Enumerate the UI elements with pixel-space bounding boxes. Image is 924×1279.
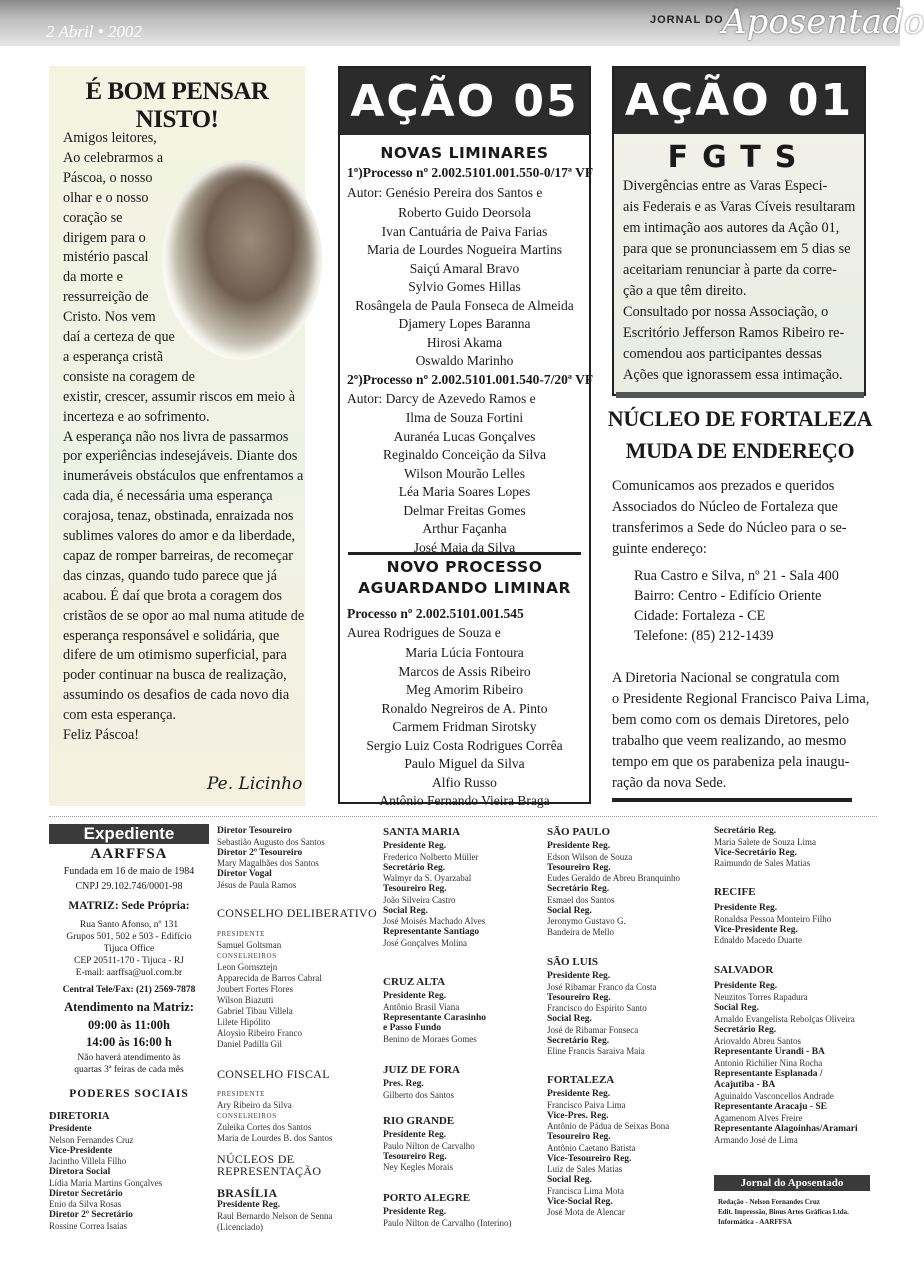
role-name: Paulo Nilton de Carvalho	[383, 1140, 475, 1151]
addr-line: Tijuca Office	[103, 944, 155, 954]
acao-01-line: aceitariam renunciar à parte da corre-	[623, 262, 837, 278]
role-name: Lídia Maria Martins Gonçalves	[49, 1177, 163, 1188]
hours-afternoon: 14:00 às 16:00 h	[86, 1035, 172, 1049]
role-name: Francisca Lima Mota	[547, 1185, 624, 1196]
acao-01-line: em intimação aos autores da Ação 01,	[623, 220, 840, 236]
role-label: Secretário Reg.	[383, 862, 446, 873]
city-heading: SALVADOR	[714, 964, 774, 976]
role-label: Presidente Reg.	[383, 1207, 447, 1217]
role-label: Tesoureiro Reg.	[383, 884, 447, 894]
poderes-heading: PODERES SOCIAIS	[69, 1088, 189, 1100]
page-number-date: 2 Abril • 2002	[46, 22, 142, 41]
name-item: Paulo Miguel da Silva	[404, 756, 525, 771]
role-label: Presidente	[49, 1124, 92, 1134]
name-item: Léa Maria Soares Lopes	[398, 484, 531, 499]
closing-line: ração da nova Sede.	[612, 775, 727, 791]
editorial-title: É BOM PENSAR NISTO!	[85, 78, 269, 133]
editorial-line: esperança responsável e solidária, que	[63, 627, 280, 644]
role-label: Social Reg.	[547, 905, 592, 916]
editorial-line: existir, crescer, assumir riscos em meio à	[63, 388, 296, 405]
role-label: Pres. Reg.	[383, 1079, 424, 1089]
name-item: José Maia da Silva	[413, 539, 516, 555]
closing-line: o Presidente Regional Francisco Paiva Lima,	[612, 691, 870, 707]
name-item: Wilson Mourão Lelles	[404, 465, 525, 481]
journal-label: JORNAL DO	[650, 14, 724, 26]
nucleo-title-2: MUDA DE ENDEREÇO	[625, 438, 855, 463]
role-label: Representante Alagoinhas/Aramari	[714, 1124, 858, 1134]
role-name: Jeronymo Gustavo G.	[547, 916, 626, 926]
acao-01-line: ais Federais e as Varas Cíveis resultaram	[623, 199, 856, 215]
nucleo-line: Comunicamos aos prezados e queridos	[612, 478, 835, 494]
editorial-column	[49, 66, 305, 806]
author-signature: Pe. Licinho	[207, 774, 303, 794]
editorial-line: consiste na coragem de	[63, 368, 195, 385]
editorial-line: Amigos leitores,	[63, 130, 157, 146]
role-name: (Licenciado)	[217, 1222, 263, 1232]
role-label: e Passo Fundo	[383, 1023, 442, 1033]
address-line: Telefone: (85) 212-1439	[634, 628, 774, 644]
acao-01-line: ção a que têm direito.	[623, 283, 747, 299]
role-label: Representante Aracaju - SE	[714, 1102, 828, 1112]
editorial-line: por experiências indesejáveis. Diante dos	[63, 448, 298, 465]
role-label: Presidente Reg.	[383, 991, 447, 1001]
role-label: Representante Esplanada /	[714, 1069, 823, 1079]
role-label: Diretor Secretário	[49, 1188, 123, 1199]
role-name: Wilson Biazutti	[217, 995, 274, 1005]
diretoria-heading: DIRETORIA	[49, 1111, 110, 1122]
role-label: Presidente Reg.	[547, 971, 611, 981]
editorial-line: sublimes valores do amor e da liberdade,	[63, 528, 296, 544]
role-name: Gabriel Tibau Villela	[217, 1006, 293, 1016]
role-name: José Mota de Alencar	[547, 1207, 625, 1217]
closing-line: bem como com os demais Diretores, pelo	[612, 712, 850, 728]
closing-line: trabalho que veem realizando, ao mesmo	[612, 733, 847, 749]
nucleo-line: guinte endereço:	[612, 541, 707, 557]
name-item: Sergio Luiz Costa Rodrigues Corrêa	[366, 737, 563, 753]
nucleos-heading: NÚCLEOS DE	[217, 1152, 295, 1166]
name-item: Roberto Guido Deorsola	[398, 205, 531, 220]
role-name: Ronaldsa Pessoa Monteiro Filho	[714, 913, 832, 924]
expediente-title: Expediente	[49, 824, 209, 844]
role-name: Benino de Moraes Gomes	[383, 1033, 477, 1044]
nucleo-title-1: NÚCLEO DE FORTALEZA	[607, 406, 873, 431]
role-name: Daniel Padilla Gil	[217, 1039, 282, 1049]
name-item: Antônio Fernando Vieira Braga	[379, 793, 550, 808]
name-item: Saiçú Amaral Bravo	[409, 260, 520, 276]
role-label: Secretário Reg.	[547, 1035, 610, 1046]
role-label: Presidente Reg.	[383, 1130, 447, 1140]
name-item: Maria Lúcia Fontoura	[405, 645, 524, 660]
page-header	[0, 0, 924, 46]
role-label: Presidente Reg.	[383, 841, 447, 851]
journal-logo: Aposentado	[722, 2, 924, 42]
editorial-line: acabou. É daí que brota a coragem dos	[63, 587, 283, 604]
city-heading: CRUZ ALTA	[383, 976, 446, 988]
role-name: João Silveira Castro	[383, 894, 456, 905]
city-heading: PORTO ALEGRE	[383, 1192, 471, 1204]
conselho-fiscal-heading: CONSELHO FISCAL	[217, 1067, 330, 1081]
editorial-line: poder continuar na busca de realização,	[63, 667, 287, 684]
name-item: Sylvio Gomes Hillas	[408, 279, 521, 294]
role-name: Ney Kegles Morais	[383, 1162, 453, 1172]
role-label: Vice-Pres. Reg.	[547, 1110, 609, 1121]
city-heading: RIO GRANDE	[383, 1115, 455, 1127]
role-label: Representante Urandi - BA	[714, 1047, 825, 1057]
role-name: Antônio Brasil Viana	[383, 1001, 460, 1012]
role-label: Presidente Reg.	[217, 1200, 281, 1210]
editorial-line: assumindo os desafios de cada novo dia	[63, 687, 290, 704]
acao-01-line: comendou aos participantes dessas	[623, 346, 822, 362]
role-name: Walmyr da S. Oyarzabal	[383, 873, 472, 883]
role-label: Social Reg.	[714, 1003, 759, 1013]
acao-01-line: Divergências entre as Varas Especi-	[623, 178, 828, 194]
role-name: Samuel Goltsman	[217, 940, 282, 950]
editorial-line: mistério pascal	[63, 249, 149, 266]
credit-line: Redação - Nelson Fernandes Cruz	[718, 1198, 820, 1206]
acao-01-line: Ações que ignorassem essa intimação.	[623, 367, 843, 383]
name-item: Hirosi Akama	[426, 334, 503, 350]
role-name: Mary Magalhães dos Santos	[217, 858, 319, 868]
article-end-bar	[612, 798, 852, 802]
role-name: Francisco Paiva Lima	[547, 1099, 626, 1110]
role-label: Presidente Reg.	[547, 841, 611, 851]
acao-01-box	[612, 66, 866, 396]
role-label: Secretário Reg.	[714, 1025, 777, 1035]
editorial-line: da morte e	[63, 269, 123, 286]
addr-line: Grupos 501, 502 e 503 - Edifício	[66, 932, 192, 942]
role-name: Aloysio Ribeiro Franco	[217, 1028, 302, 1038]
role-label: Acajutiba - BA	[714, 1080, 776, 1090]
role-label: Secretário Reg.	[714, 826, 777, 836]
editorial-line: Páscoa, o nosso	[63, 169, 153, 186]
atendimento: Atendimento na Matriz:	[64, 1000, 194, 1014]
role-label: Secretário Reg.	[547, 884, 610, 894]
note: Não haverá atendimento às	[77, 1053, 181, 1063]
editorial-line: coração se	[63, 209, 123, 226]
name-item: Rosângela de Paula Fonseca de Almeida	[355, 297, 574, 313]
name-item: Marcos de Assis Ribeiro	[398, 663, 531, 679]
conselho-deliberativo-heading: CONSELHO DELIBERATIVO	[217, 906, 377, 920]
editorial-line: capaz de romper barreiras, de recomeçar	[63, 547, 293, 564]
address-line: Rua Castro e Silva, nº 21 - Sala 400	[634, 568, 839, 584]
editorial-line: A esperança não nos livra de passarmos	[63, 428, 289, 445]
role-label: Vice-Presidente	[49, 1145, 113, 1156]
autor-3: Aurea Rodrigues de Souza e	[347, 625, 501, 640]
city-heading: RECIFE	[714, 886, 756, 898]
role-name: Eudes Geraldo de Abreu Branquinho	[547, 873, 680, 883]
name-item: Delmar Freitas Gomes	[403, 502, 526, 518]
acao-01-line: Consultado por nossa Associação, o	[623, 304, 829, 320]
role-name: Antônio de Pádua de Seixas Bona	[547, 1121, 670, 1131]
credit-line: Edit. Impressão, Binus Artes Gráficas Ltda.	[718, 1208, 849, 1216]
role-name: Raul Bernardo Nelson de Senna	[217, 1211, 333, 1221]
addr-line: CEP 20511-170 - Tijuca - RJ	[74, 956, 184, 966]
role-label: Representante Carasinho	[383, 1012, 487, 1023]
role-label: Tesoureiro Reg.	[547, 992, 611, 1003]
role-name: Maria de Lourdes B. dos Santos	[217, 1133, 333, 1143]
jornal-box: Jornal do Aposentado	[714, 1175, 870, 1191]
role-name: José Moisés Machado Alves	[383, 916, 486, 926]
novas-liminares-heading: NOVAS LIMINARES	[380, 144, 549, 162]
role-name: Ary Ribeiro da Silva	[217, 1100, 292, 1110]
role-name: Esmael dos Santos	[547, 894, 615, 905]
role-name: Sebastião Augusto dos Santos	[217, 836, 325, 847]
editorial-line: inumeráveis obstáculos que enfrentamos a	[63, 468, 304, 485]
editorial-line: daí a certeza de que	[63, 329, 175, 345]
editorial-line: difere de um otimismo superficial, para	[63, 647, 287, 664]
name-item: Ivan Cantuária de Paiva Farias	[381, 223, 548, 239]
role-label: Presidente Reg.	[714, 903, 778, 913]
fgts-heading: FGTS	[667, 140, 811, 175]
nucleo-line: Associados do Núcleo de Fortaleza que	[612, 499, 838, 515]
role-label: Social Reg.	[383, 905, 428, 916]
city-heading: JUIZ DE FORA	[383, 1064, 461, 1076]
role-label: Tesoureiro Reg.	[547, 862, 611, 873]
hours-morning: 09:00 às 11:00h	[88, 1018, 170, 1032]
nucleo-line: transferimos a Sede do Núcleo para o se-	[612, 520, 847, 536]
name-item: Meg Amorim Ribeiro	[406, 682, 523, 697]
closing-line: A Diretoria Nacional se congratula com	[612, 670, 840, 686]
name-item: Ilma de Souza Fortini	[405, 410, 524, 425]
role-name: Jésus de Paula Ramos	[217, 879, 297, 890]
role-name: Joubert Fortes Flores	[217, 984, 293, 994]
city-heading: SÃO LUIS	[547, 956, 599, 968]
role-label: Presidente Reg.	[547, 1089, 611, 1099]
role-name: Zuleika Cortes dos Santos	[217, 1122, 312, 1132]
autor-1: Autor: Genésio Pereira dos Santos e	[347, 185, 543, 200]
role-name: Leon Gornsztejn	[217, 962, 278, 972]
name-item: Auranéa Lucas Gonçalves	[393, 428, 536, 444]
role-name: Luiz de Sales Matias	[547, 1164, 623, 1174]
dotted-separator	[49, 816, 877, 817]
founded: Fundada em 16 de maio de 1984	[63, 866, 195, 877]
addr-line: Rua Santo Afonso, nº 131	[79, 920, 179, 930]
name-item: Arthur Façanha	[422, 521, 507, 536]
name-item: Reginaldo Conceição da Silva	[382, 447, 547, 462]
name-item: Alfio Russo	[432, 774, 497, 790]
editorial-line: com esta esperança.	[63, 707, 177, 724]
role-label: Social Reg.	[547, 1014, 592, 1024]
credit-line: Informática - AARFFSA	[718, 1218, 792, 1226]
editorial-line: das cinzas, quando tudo parece que já	[63, 567, 277, 584]
role-label: Representante Santiago	[383, 927, 480, 937]
aguardando-liminar-heading: AGUARDANDO LIMINAR	[358, 579, 571, 597]
role-name: Antônio Caetano Batista	[547, 1142, 636, 1153]
acao-01-title: AÇÃO 01	[614, 68, 864, 134]
acao-01-line: Escritório Jefferson Ramos Ribeiro re-	[623, 325, 845, 341]
role-label: Diretor Tesoureiro	[217, 826, 293, 836]
name-item: Carmem Fridman Sirotsky	[392, 719, 537, 734]
address-line: Cidade: Fortaleza - CE	[634, 608, 766, 624]
representacao-heading: REPRESENTAÇÃO	[217, 1164, 322, 1178]
cnpj: CNPJ 29.102.746/0001-98	[75, 881, 183, 892]
address-line: Bairro: Centro - Edifício Oriente	[634, 588, 822, 604]
presidente-label: PRESIDENTE	[217, 930, 265, 938]
name-item: Ronaldo Negreiros de A. Pinto	[381, 700, 548, 716]
name-item: Djamery Lopes Baranna	[398, 316, 531, 331]
role-label: Diretora Social	[49, 1167, 111, 1177]
city-heading: SÃO PAULO	[547, 826, 611, 838]
email: E-mail: aarffsa@uol.com.br	[75, 968, 183, 978]
role-label: Social Reg.	[547, 1175, 592, 1185]
role-name: Nelson Fernandes Cruz	[49, 1134, 134, 1145]
conselheiros-label: CONSELHEIROS	[217, 1112, 277, 1120]
acao-01-line: para que se pronunciassem em 5 dias se	[623, 241, 851, 257]
city-heading: FORTALEZA	[547, 1074, 615, 1086]
role-name: Ariovaldo Abreu Santos	[714, 1036, 801, 1046]
role-name: Jacintho Villela Filho	[49, 1156, 127, 1166]
box-shadow-bar	[616, 392, 864, 398]
processo-3: Processo nº 2.002.5101.001.545	[347, 606, 524, 621]
editorial-line: Cristo. Nos vem	[63, 309, 156, 326]
name-item: Oswaldo Marinho	[415, 353, 514, 368]
processo-1: 1º)Processo nº 2.002.5101.001.550-0/17ª VF	[347, 165, 594, 180]
role-name: Aguinaldo Vasconcellos Andrade	[714, 1091, 834, 1101]
role-name: Antonio Richilier Nina Rocha	[714, 1058, 823, 1068]
role-name: Lilete Hipólito	[217, 1017, 271, 1027]
editorial-line: a esperança cristã	[63, 348, 164, 365]
org-name: AARFFSA	[90, 846, 168, 862]
role-label: Tesoureiro Reg.	[547, 1132, 611, 1142]
phone: Central Tele/Fax: (21) 2569-7878	[62, 985, 196, 995]
role-name: Rossine Correa Isaías	[49, 1220, 127, 1231]
role-label: Vice-Secretário Reg.	[714, 847, 797, 858]
role-name: Bandeira de Mello	[547, 927, 614, 937]
note: quartas 3ª feiras de cada mês	[74, 1065, 184, 1075]
role-name: José Gonçalves Molina	[383, 937, 467, 948]
role-name: Neuzitos Torres Rapadura	[714, 992, 808, 1002]
novo-processo-heading: NOVO PROCESSO	[386, 558, 543, 576]
acao-05-title: AÇÃO 05	[340, 68, 589, 135]
author-photo	[162, 160, 322, 360]
editorial-line: corajosa, tenaz, obstinada, enraizada nos	[63, 508, 294, 525]
editorial-line: olhar e o nosso	[63, 189, 149, 206]
role-name: Gilberto dos Santos	[383, 1089, 454, 1100]
role-label: Diretor 2º Tesoureiro	[217, 847, 303, 858]
role-name: Arnaldo Evangelista Rebolças Oliveira	[714, 1014, 855, 1024]
editorial-line: cada dia, é necessária uma esperança	[63, 488, 273, 505]
role-name: José de Ribamar Fonseca	[547, 1024, 639, 1035]
editorial-line: ressurreição de	[63, 289, 149, 306]
role-label: Diretor Vogal	[217, 869, 272, 879]
role-name: Enio da Silva Rosas	[49, 1199, 122, 1209]
role-label: Presidente Reg.	[714, 981, 778, 991]
role-name: Apparecida de Barros Cabral	[217, 973, 322, 983]
processo-2: 2º)Processo nº 2.002.5101.001.540-7/20ª VF	[347, 372, 594, 387]
role-name: Agamenom Alves Freire	[714, 1113, 803, 1123]
autor-2: Autor: Darcy de Azevedo Ramos e	[347, 391, 536, 406]
role-name: Armando José de Lima	[714, 1135, 798, 1145]
role-name: Maria Salete de Souza Lima	[714, 836, 816, 847]
role-name: José Ribamar Franco da Costa	[547, 981, 657, 992]
editorial-line: incerteza e ao sofrimento.	[63, 408, 210, 425]
role-name: Frederico Nolberto Müller	[383, 851, 479, 862]
closing-line: tempo em que os parabeniza pela inaugu-	[612, 754, 850, 770]
role-name: Eline Francis Saraiva Maia	[547, 1046, 645, 1056]
role-label: Vice-Social Reg.	[547, 1196, 613, 1207]
role-label: Vice-Presidente Reg.	[714, 924, 798, 935]
editorial-line: Feliz Páscoa!	[63, 727, 140, 743]
role-label: Tesoureiro Reg.	[383, 1151, 447, 1162]
matriz-heading: MATRIZ: Sede Própria:	[68, 900, 190, 912]
role-name: Edson Wilson de Souza	[547, 851, 633, 862]
editorial-line: dirigem para o	[63, 229, 146, 246]
role-label: Diretor 2º Secretário	[49, 1210, 133, 1220]
role-name: Ednaldo Macedo Duarte	[714, 935, 802, 945]
city-heading: SANTA MARIA	[383, 826, 461, 838]
role-name: Paulo Nilton de Carvalho (Interino)	[383, 1217, 512, 1228]
acao-05-box	[338, 66, 594, 808]
editorial-line: Ao celebrarmos a	[63, 149, 164, 166]
role-name: Raimundo de Sales Matias	[714, 858, 811, 868]
role-label: Vice-Tesoureiro Reg.	[547, 1153, 632, 1164]
conselheiros-label: CONSELHEIROS	[217, 952, 277, 960]
city-heading: BRASÍLIA	[217, 1186, 278, 1200]
name-item: Maria de Lourdes Nogueira Martins	[367, 242, 562, 257]
editorial-line: cristãos de se opor ao mal numa atitude de	[63, 607, 305, 624]
role-name: Francisco do Espírito Santo	[547, 1003, 647, 1013]
presidente-label: PRESIDENTE	[217, 1090, 265, 1098]
